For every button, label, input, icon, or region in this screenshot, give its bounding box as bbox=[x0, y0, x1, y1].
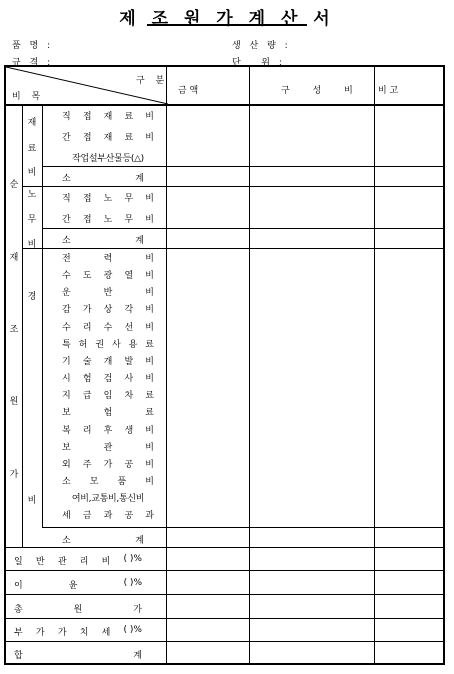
col-line-side bbox=[22, 104, 23, 547]
spec-label: 규 격 : bbox=[12, 58, 54, 68]
total-cost-row: 총 원 가 bbox=[14, 605, 142, 615]
side-char-4: 원 bbox=[9, 397, 19, 407]
col-line-amount bbox=[166, 67, 167, 663]
col-line-group bbox=[42, 104, 43, 527]
material-sub-top bbox=[42, 166, 443, 167]
cost-table bbox=[4, 65, 445, 665]
labor-char-2: 무 bbox=[27, 215, 37, 225]
expense-item: 기 술 개 발 비 bbox=[62, 356, 154, 367]
unit-label: 단 위 : bbox=[232, 58, 285, 68]
material-subtotal: 소 계 bbox=[62, 174, 144, 184]
side-char-3: 조 bbox=[9, 325, 19, 335]
profit-row: 이 윤 ( )% bbox=[14, 578, 142, 591]
labor-end bbox=[22, 248, 443, 249]
header-category: 구 분 bbox=[136, 76, 169, 86]
header-amount-label: 금 액 bbox=[178, 86, 199, 96]
row-line-3 bbox=[6, 618, 443, 619]
expense-item: 수 리 수 선 비 bbox=[62, 322, 154, 333]
item-byproduct: 작업설부산물등(△) bbox=[72, 154, 144, 164]
title-underline bbox=[147, 24, 307, 26]
item-direct-material: 직 접 재 료 비 bbox=[62, 112, 154, 122]
header-ratio: 구 성 비 bbox=[281, 86, 363, 96]
header-note bbox=[378, 83, 442, 96]
material-char-3: 비 bbox=[27, 168, 37, 178]
expense-sub-top bbox=[42, 527, 443, 528]
expense-item: 시 험 검 사 비 bbox=[62, 374, 154, 385]
labor-subtotal: 소 계 bbox=[62, 236, 144, 246]
vat-row: 부 가 가 치 세 ( )% bbox=[14, 625, 142, 638]
col-line-note bbox=[374, 67, 375, 663]
labor-char-3: 비 bbox=[27, 240, 37, 250]
document-title: 제 조 원 가 계 산 서 bbox=[119, 9, 335, 29]
expense-item: 운 반 비 bbox=[62, 288, 154, 299]
expense-item: 외 주 가 공 비 bbox=[62, 459, 154, 470]
material-char-2: 료 bbox=[27, 144, 37, 154]
expense-subtotal: 소 계 bbox=[62, 536, 144, 546]
labor-char-1: 노 bbox=[27, 190, 37, 200]
expense-item: 여비,교통비,통신비 bbox=[71, 494, 145, 505]
product-name-label: 품 명 : bbox=[12, 41, 54, 51]
expense-item: 세 금 과 공 과 bbox=[62, 511, 154, 522]
expense-item: 감 가 상 각 비 bbox=[62, 305, 154, 316]
labor-sub-top bbox=[42, 228, 443, 229]
expense-item: 지 급 임 차 료 bbox=[62, 391, 154, 402]
item-indirect-material: 간 접 재 료 비 bbox=[62, 133, 154, 143]
row-line-1 bbox=[6, 570, 443, 571]
side-char-top: 순 bbox=[9, 180, 19, 190]
material-end bbox=[22, 186, 443, 187]
expense-end bbox=[6, 547, 443, 548]
header-amount bbox=[178, 83, 244, 96]
side-char-2: 재 bbox=[9, 253, 19, 263]
header-item: 비 목 bbox=[12, 92, 45, 102]
expense-char-1: 경 bbox=[27, 292, 37, 302]
expense-item: 보 험 료 bbox=[62, 408, 154, 419]
item-indirect-labor: 간 접 노 무 비 bbox=[62, 215, 154, 225]
grand-total-row: 합 계 bbox=[14, 651, 142, 661]
general-admin-row: 일 반 관 리 비 ( )% bbox=[14, 554, 142, 567]
expense-char-2: 비 bbox=[27, 496, 37, 506]
side-char-5: 가 bbox=[9, 470, 19, 480]
expense-item: 소 모 품 비 bbox=[62, 476, 154, 487]
expense-item: 특 허 권 사 용 료 bbox=[62, 339, 154, 350]
col-line-ratio bbox=[249, 67, 250, 663]
expense-item: 보 관 비 bbox=[62, 442, 154, 453]
header-bottom-line bbox=[6, 104, 443, 106]
material-char-1: 재 bbox=[27, 118, 37, 128]
row-line-2 bbox=[6, 594, 443, 595]
expense-item: 복 리 후 생 비 bbox=[62, 425, 154, 436]
item-direct-labor: 직 접 노 무 비 bbox=[62, 194, 154, 204]
expense-item: 전 력 비 bbox=[62, 254, 154, 264]
expense-item: 수 도 광 열 비 bbox=[62, 271, 154, 282]
row-line-4 bbox=[6, 641, 443, 642]
header-note-label: 비 고 bbox=[378, 86, 399, 96]
production-qty-label: 생 산 량 : bbox=[232, 41, 291, 51]
